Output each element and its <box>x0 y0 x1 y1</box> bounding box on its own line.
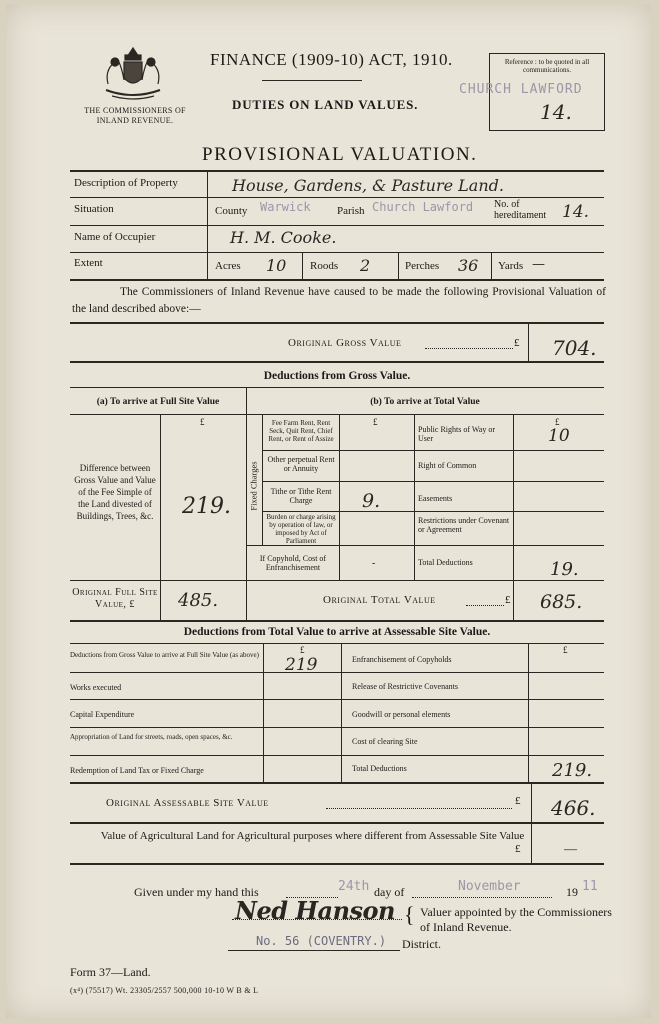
rights-of-way-label: Public Rights of Way or User <box>418 425 495 443</box>
rule <box>70 699 604 700</box>
assessable-currency: £ <box>515 795 521 807</box>
copyhold-value: - <box>372 558 376 569</box>
month-value: November <box>458 879 521 894</box>
acres-value: 10 <box>266 256 287 275</box>
reference-label: Reference : to be quoted in all communications. <box>504 58 590 74</box>
total-value-currency: £ <box>505 594 511 606</box>
divider <box>262 80 362 81</box>
roods-value: 2 <box>360 256 371 275</box>
rule <box>70 643 604 644</box>
acres-label: Acres <box>215 260 241 272</box>
rule <box>262 481 414 482</box>
perches-value: 36 <box>458 256 479 275</box>
rule <box>513 415 514 620</box>
deductions-gross-title: Deductions from Gross Value. <box>263 370 411 382</box>
act-title: FINANCE (1909-10) ACT, 1910. <box>210 50 453 69</box>
rule <box>262 450 414 451</box>
rule <box>70 782 604 784</box>
given-label: Given under my hand this <box>134 885 259 899</box>
right-row-5-value: 219. <box>552 760 593 781</box>
agricultural-label: Value of Agricultural Land for Agricultural purposes where different from Assessable Site Value <box>100 830 525 842</box>
year-prefix: 19 <box>566 885 578 899</box>
rule <box>70 580 604 581</box>
gross-currency: £ <box>514 337 520 349</box>
total-deductions-label: Total Deductions <box>418 558 473 567</box>
tithe-value: 9. <box>362 490 381 512</box>
assessable-value: 466. <box>551 796 596 820</box>
year-value: 11 <box>582 879 598 894</box>
rule <box>70 727 604 728</box>
rule <box>528 644 529 782</box>
pound-c: £ <box>300 645 305 655</box>
full-site-value: 485. <box>178 590 219 611</box>
roods-label: Roods <box>310 260 339 272</box>
intro-text: The Commissioners of Inland Revenue have caused to be made the following Provisional Valuation of the land described above:— <box>72 286 606 315</box>
agricultural-value: — <box>564 841 577 856</box>
left-row-3-label: Capital Expenditure <box>70 710 135 719</box>
burden-label: Burden or charge arising by operation of law, or imposed by Act of Parliament <box>266 513 336 545</box>
difference-value: 219. <box>182 494 231 519</box>
gross-label: Original Gross Value <box>288 337 402 349</box>
county-label: County <box>215 205 248 217</box>
col-a-title: (a) To arrive at Full Site Value <box>96 397 220 407</box>
right-row-1-label: Enfranchisement of Copyholds <box>352 655 452 664</box>
print-line: (x⁴) (75517) Wt. 23305/2557 500,000 10-10 W B & L <box>70 986 259 995</box>
royal-coat-of-arms-icon <box>98 44 168 104</box>
fee-farm-label: Fee Farm Rent, Rent Seck, Quit Rent, Chief Rent, or Rent of Assize <box>268 419 334 443</box>
left-row-4-label: Appropriation of Land for streets, roads, open spaces, &c. <box>70 733 233 741</box>
left-row-5-label: Redemption of Land Tax or Fixed Charge <box>70 766 204 775</box>
rule <box>70 170 604 172</box>
assessable-label: Original Assessable Site Value <box>106 797 269 809</box>
rule <box>528 323 529 361</box>
rule <box>228 950 400 951</box>
occupier-value: H. M. Cooke. <box>230 228 337 247</box>
rule <box>160 415 161 620</box>
rule <box>70 672 604 673</box>
right-row-3-label: Goodwill or personal elements <box>352 710 451 719</box>
copyhold-label: If Copyhold, Cost of Enfranchisement <box>259 554 327 572</box>
left-row-1-value: 219 <box>285 655 318 675</box>
description-value: House, Gardens, & Pasture Land. <box>232 176 504 195</box>
description-label: Description of Property <box>74 177 178 189</box>
district-label: District. <box>402 937 441 951</box>
rule <box>339 415 340 580</box>
right-row-2-label: Release of Restrictive Covenants <box>352 682 458 691</box>
rule <box>70 387 604 388</box>
left-row-1-label: Deductions from Gross Value to arrive at Full Site Value (as above) <box>70 651 259 659</box>
situation-label: Situation <box>74 203 114 215</box>
total-value-label: Original Total Value <box>323 594 436 606</box>
leader-dots <box>412 897 552 898</box>
rule <box>414 450 604 451</box>
duties-title: DUTIES ON LAND VALUES. <box>232 97 419 112</box>
county-value: Warwick <box>260 200 311 214</box>
full-site-label: Original Full Site Value, £ <box>72 587 158 610</box>
rule <box>70 863 604 865</box>
brace: { <box>404 902 415 927</box>
occupier-label: Name of Occupier <box>74 231 156 243</box>
parish-label: Parish <box>337 205 365 217</box>
rule <box>341 644 342 782</box>
leader-dots <box>232 919 402 920</box>
col-b-title: (b) To arrive at Total Value <box>370 397 480 407</box>
yards-label: Yards <box>498 260 524 272</box>
rule <box>70 361 604 363</box>
rule <box>263 644 264 782</box>
yards-value: — <box>532 257 545 272</box>
rule <box>414 545 604 546</box>
rights-of-way-value: 10 <box>548 426 570 446</box>
rule <box>70 822 604 824</box>
deductions-total-title: Deductions from Total Value to arrive at Assessable Site Value. <box>183 626 491 638</box>
rule <box>70 620 604 622</box>
valuer-signature: Ned Hanson <box>235 896 395 925</box>
rule <box>70 197 604 198</box>
agricultural-currency: £ <box>515 843 521 855</box>
restrictions-label: Restrictions under Covenant or Agreement <box>418 516 510 534</box>
rule <box>70 252 604 253</box>
rule <box>262 511 414 512</box>
common-label: Right of Common <box>418 461 477 470</box>
tithe-label: Tithe or Tithe Rent Charge <box>270 487 332 505</box>
reference-stamp: CHURCH LAWFORD <box>459 82 583 97</box>
gross-value: 704. <box>552 336 597 360</box>
left-row-2-label: Works executed <box>70 683 122 692</box>
pound-a: £ <box>200 417 205 427</box>
fixed-charges-cell <box>247 450 261 522</box>
rule <box>414 511 604 512</box>
pound-b2: £ <box>555 417 560 427</box>
parish-value: Church Lawford <box>372 200 474 214</box>
easements-label: Easements <box>418 494 453 503</box>
leader-dots <box>466 605 504 606</box>
rule <box>414 415 415 580</box>
day-label: day of <box>374 885 405 899</box>
total-value-value: 685. <box>540 591 583 613</box>
district-value: No. 56 (COVENTRY.) <box>256 934 387 948</box>
main-title: PROVISIONAL VALUATION. <box>202 144 478 165</box>
reference-number: 14. <box>540 100 572 124</box>
valuer-text: Valuer appointed by the Commissioners of Inland Revenue. <box>420 905 612 934</box>
commissioners-caption: THE COMMISSIONERS OF INLAND REVENUE. <box>84 106 186 125</box>
fixed-charges-label: Fixed Charges <box>249 461 259 511</box>
rule <box>302 253 303 279</box>
rule <box>398 253 399 279</box>
leader-dots <box>326 808 512 809</box>
extent-label: Extent <box>74 257 103 269</box>
rule <box>70 279 604 281</box>
day-value: 24th <box>338 879 370 894</box>
rule <box>70 755 604 756</box>
form-label: Form 37—Land. <box>70 965 151 979</box>
rule <box>491 253 492 279</box>
right-row-5-label: Total Deductions <box>352 764 407 773</box>
perches-label: Perches <box>405 260 440 272</box>
right-row-4-label: Cost of clearing Site <box>352 737 418 746</box>
rule <box>262 415 263 545</box>
rule <box>70 225 604 226</box>
difference-label: Difference between Gross Value and Value of the Fee Simple of the Land divested of Buildings, Trees, &c. <box>74 463 156 521</box>
rule <box>70 322 604 324</box>
total-deductions-value: 19. <box>550 559 579 580</box>
pound-d: £ <box>563 645 568 655</box>
rule <box>246 545 414 546</box>
leader-dots <box>425 348 513 349</box>
perpetual-rent-label: Other perpetual Rent or Annuity <box>267 455 335 473</box>
hereditament-label: No. of hereditament <box>494 199 547 221</box>
pound-b1: £ <box>373 417 378 427</box>
rule <box>414 481 604 482</box>
rule <box>70 414 604 415</box>
hereditament-value: 14. <box>562 202 590 222</box>
